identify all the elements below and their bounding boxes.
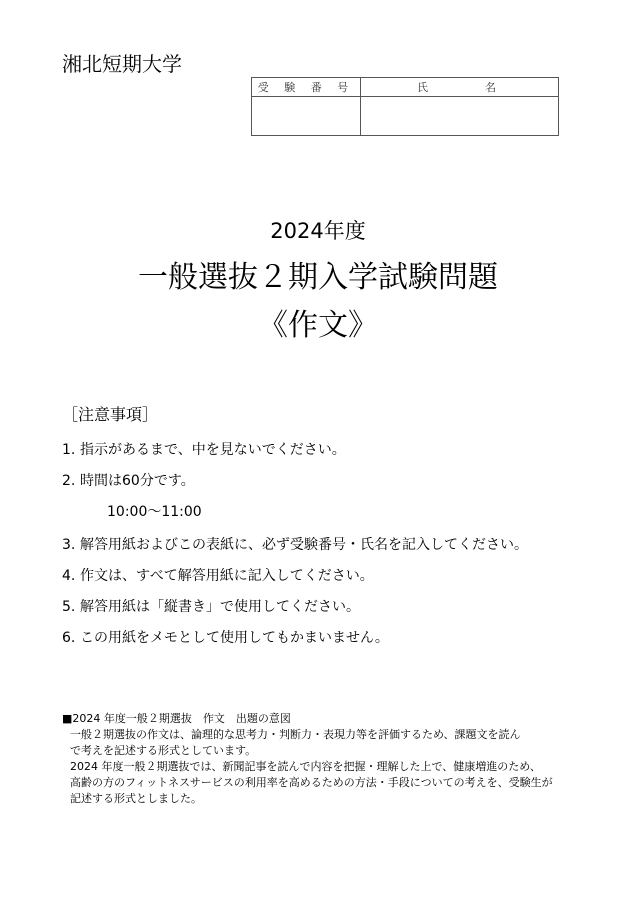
exam-year: 2024年度: [270, 219, 366, 243]
exam-intent-section: [62, 711, 582, 807]
note-item: [62, 565, 374, 585]
intent-line: 一般２期選抜の作文は、論理的な思考力・判断力・表現力等を評価するため、課題文を読ん: [70, 728, 521, 741]
note-item: [62, 627, 389, 647]
note-number: 2.: [62, 473, 76, 489]
name-field[interactable]: [361, 97, 559, 136]
note-number: 1.: [62, 442, 76, 458]
note-text: 作文は、すべて解答用紙に記入してください。: [80, 568, 374, 584]
intent-line: 2024 年度一般２期選抜では、新聞記事を読んで内容を把握・理解した上で、健康増進のため、: [70, 760, 541, 773]
exam-id-box: [251, 77, 559, 136]
note-item: [62, 470, 195, 490]
name-label: 氏 名: [361, 78, 559, 97]
exam-number-field[interactable]: [252, 97, 361, 136]
note-text: この用紙をメモとして使用してもかまいません。: [80, 630, 389, 646]
notes-heading: ［注意事項］: [62, 405, 159, 424]
note-number: 6.: [62, 630, 76, 646]
note-item: [62, 534, 528, 554]
intent-line: 記述する形式としました。: [70, 792, 202, 805]
intent-heading: ■2024 年度一般２期選抜 作文 出題の意図: [62, 712, 291, 725]
note-number: 4.: [62, 568, 76, 584]
note-text: 指示があるまで、中を見ないでください。: [80, 442, 346, 458]
note-text: 時間は60分です。: [80, 473, 195, 489]
note-item: [62, 596, 360, 616]
note-text: 解答用紙は「縦書き」で使用してください。: [80, 599, 360, 615]
exam-subject: 《作文》: [258, 308, 378, 343]
exam-number-label: 受 験 番 号: [252, 78, 361, 97]
note-text: 解答用紙およびこの表紙に、必ず受験番号・氏名を記入してください。: [80, 537, 528, 553]
note-item: [62, 439, 346, 459]
intent-line: 高齢の方のフィットネスサービスの利用率を高めるための方法・手段についての考えを、受験生が: [70, 776, 553, 789]
note-number: 3.: [62, 537, 76, 553]
exam-title: 一般選抜２期入学試験問題: [138, 260, 498, 295]
school-name: 湘北短期大学: [62, 52, 182, 76]
exam-time-range: 10:00～11:00: [107, 504, 202, 520]
note-number: 5.: [62, 599, 76, 615]
intent-line: で考えを記述する形式としています。: [70, 744, 257, 757]
